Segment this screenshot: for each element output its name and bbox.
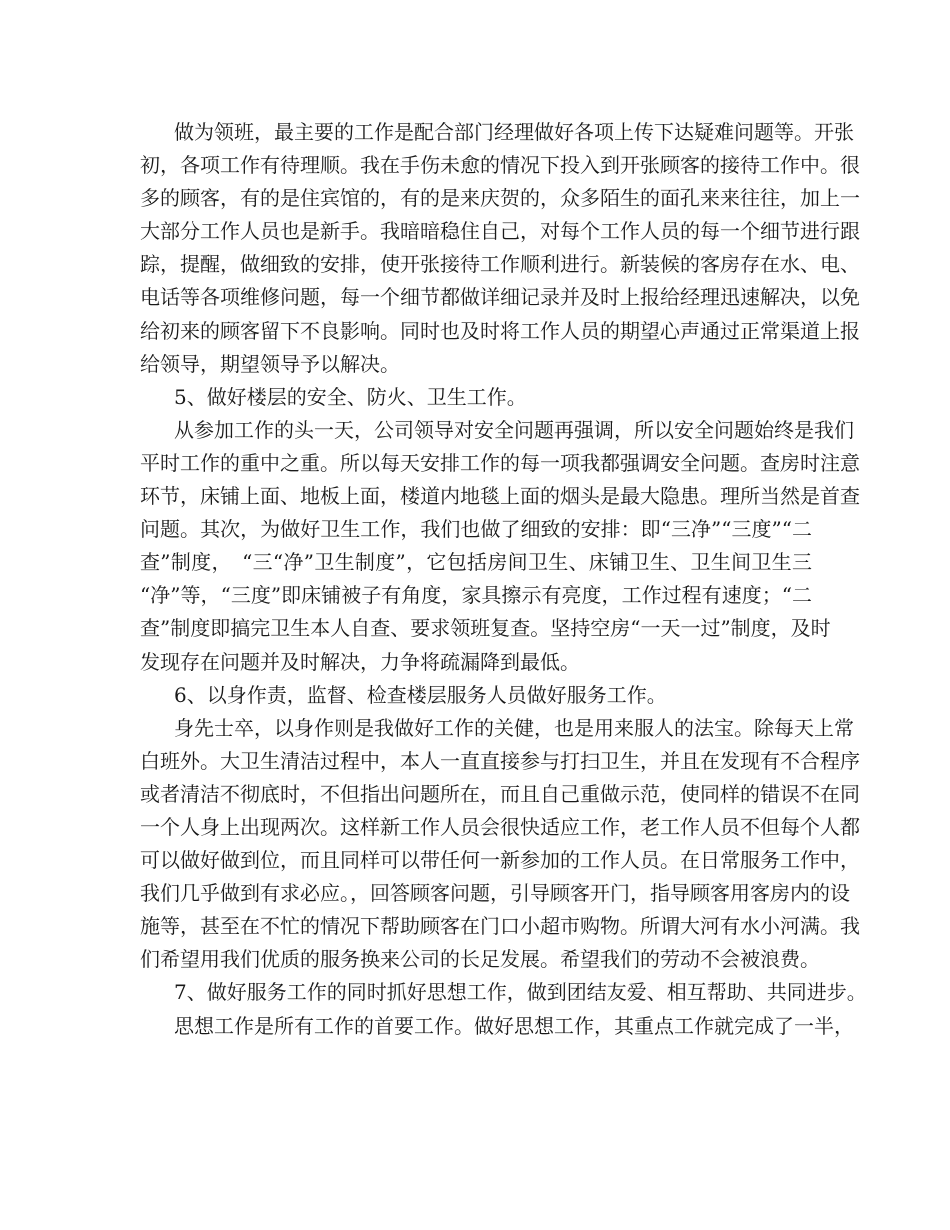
paragraph-line: 发现存在问题并及时解决，力争将疏漏降到最低。 xyxy=(140,649,580,674)
paragraph-line: 做为领班，最主要的工作是配合部门经理做好各项上传下达疑难问题等。开张 xyxy=(174,120,854,144)
section-heading: 6、以身作责，监督、检查楼层服务人员做好服务工作。 xyxy=(174,682,667,707)
paragraph-line: 查”制度即搞完卫生本人自查、要求领班复查。坚持空房“一天一过”制度，及时 xyxy=(140,616,831,641)
paragraph-line: 思想工作是所有工作的首要工作。做好思想工作，其重点工作就完成了一半， xyxy=(174,1013,854,1038)
section-heading: 5、做好楼层的安全、防火、卫生工作。 xyxy=(174,384,527,409)
paragraph-line: 我们几乎做到有求必应。，回答顾客问题，引导顾客开门，指导顾客用客房内的设 xyxy=(140,881,850,906)
paragraph-line: 可以做好做到位，而且同样可以带任何一新参加的工作人员。在日常服务工作中， xyxy=(140,848,860,873)
paragraph-line: 或者清洁不彻底时，不但指出问题所在，而且自己重做示范，使同样的错误不在同 xyxy=(140,781,860,806)
paragraph-line: 施等，甚至在不忙的情况下帮助顾客在门口小超市购物。所谓大河有水小河满。我 xyxy=(140,914,860,939)
paragraph-line: 白班外。大卫生清洁过程中，本人一直直接参与打扫卫生，并且在发现有不合程序 xyxy=(140,748,860,773)
paragraph-line: 环节，床铺上面、地板上面，楼道内地毯上面的烟头是最大隐患。理所当然是首查 xyxy=(140,484,860,509)
paragraph-line: 问题。其次，为做好卫生工作，我们也做了细致的安排：即“三净”“三度”“二 xyxy=(140,517,812,542)
paragraph-line: 查”制度， “三“净”卫生制度”，它包括房间卫生、床铺卫生、卫生间卫生三 xyxy=(140,550,812,575)
section-heading: 7、做好服务工作的同时抓好思想工作，做到团结友爱、相互帮助、共同进步。 xyxy=(174,980,867,1005)
paragraph-line: 给领导，期望领导予以解决。 xyxy=(140,351,400,376)
paragraph-line: “净”等，“三度”即床铺被子有角度，家具擦示有亮度，工作过程有速度；“二 xyxy=(140,583,812,608)
paragraph-line: 电话等各项维修问题，每一个细节都做详细记录并及时上报给经理迅速解决，以免 xyxy=(140,285,860,310)
paragraph-line: 大部分工作人员也是新手。我暗暗稳住自己，对每个工作人员的每一个细节进行跟 xyxy=(140,219,860,244)
paragraph-line: 初，各项工作有待理顺。我在手伤未愈的情况下投入到开张顾客的接待工作中。很 xyxy=(140,153,860,178)
paragraph-line: 多的顾客，有的是住宾馆的，有的是来庆贺的，众多陌生的面孔来来往往，加上一 xyxy=(140,186,860,211)
paragraph-line: 们希望用我们优质的服务换来公司的长足发展。希望我们的劳动不会被浪费。 xyxy=(140,947,820,972)
paragraph-line: 一个人身上出现两次。这样新工作人员会很快适应工作，老工作人员不但每个人都 xyxy=(140,814,860,839)
paragraph-line: 平时工作的重中之重。所以每天安排工作的每一项我都强调安全问题。查房时注意 xyxy=(140,450,860,475)
document-body xyxy=(140,116,867,1043)
paragraph-line: 身先士卒，以身作则是我做好工作的关健，也是用来服人的法宝。除每天上常 xyxy=(174,715,854,740)
paragraph-line: 从参加工作的头一天，公司领导对安全问题再强调，所以安全问题始终是我们 xyxy=(174,417,854,442)
paragraph-line: 给初来的顾客留下不良影响。同时也及时将工作人员的期望心声通过正常渠道上报 xyxy=(140,318,860,343)
paragraph-line: 踪，提醒，做细致的安排，使开张接待工作顺利进行。新装候的客房存在水、电、 xyxy=(140,252,860,277)
